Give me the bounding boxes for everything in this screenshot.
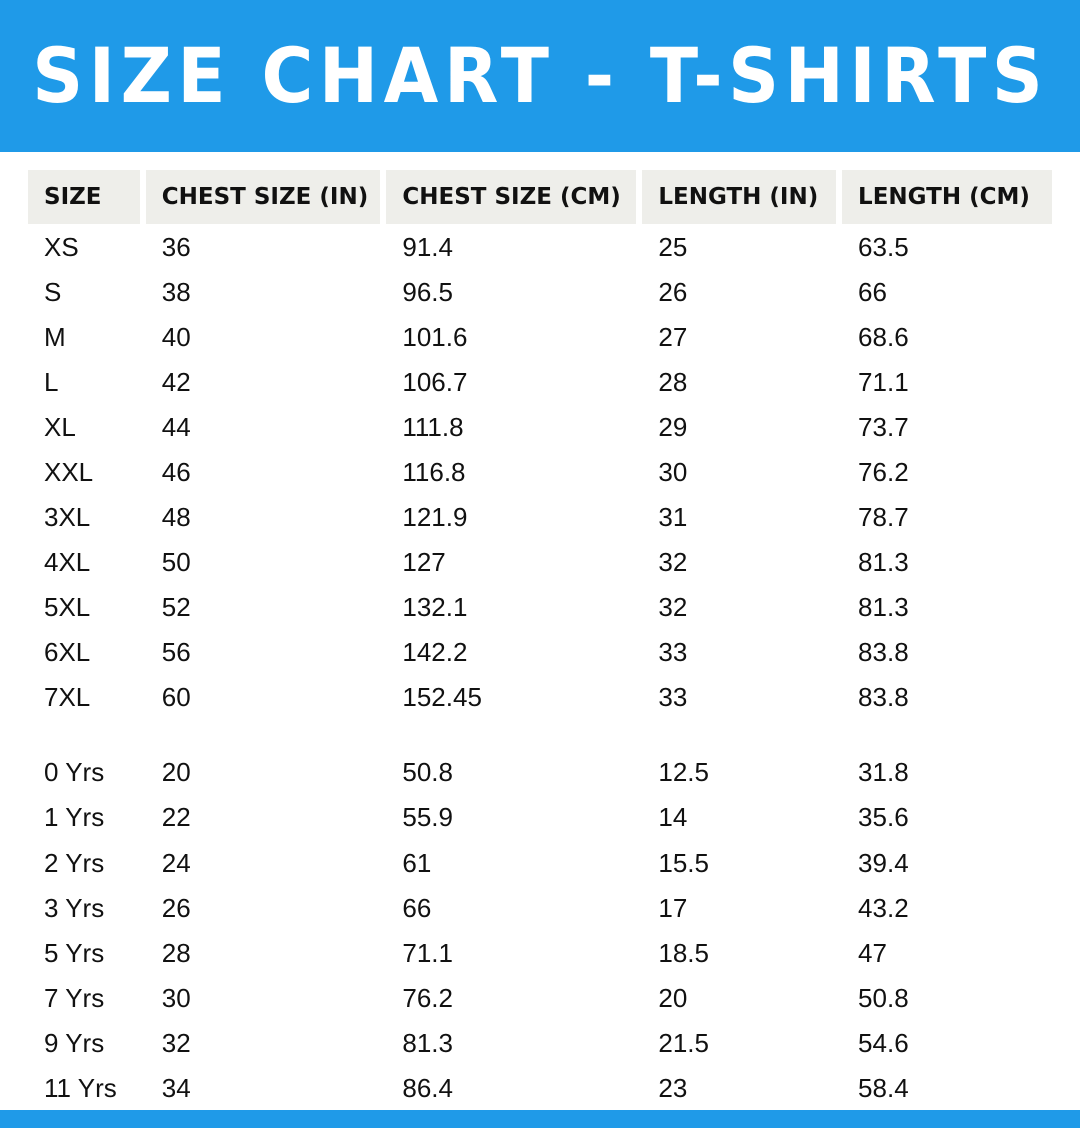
cell-length-cm: 81.3 bbox=[858, 547, 909, 578]
table-header-row bbox=[28, 170, 1052, 224]
cell-chest-in: 52 bbox=[161, 592, 191, 623]
cell-size: M bbox=[44, 321, 66, 352]
table-row bbox=[28, 750, 1052, 795]
cell-size: 1 Yrs bbox=[44, 802, 105, 833]
cell-chest-cm: 116.8 bbox=[402, 456, 466, 487]
spacer-cell bbox=[28, 720, 146, 750]
cell-chest-cm: 96.5 bbox=[402, 276, 453, 307]
size-table-container bbox=[0, 152, 1080, 1110]
cell-size: 4XL bbox=[44, 547, 91, 578]
spacer-cell bbox=[642, 720, 842, 750]
cell-chest-in: 30 bbox=[161, 982, 191, 1013]
cell-chest-cm: 132.1 bbox=[402, 592, 468, 623]
cell-chest-in: 36 bbox=[161, 231, 191, 262]
cell-length-in: 27 bbox=[658, 321, 688, 352]
table-row bbox=[28, 269, 1052, 314]
cell-chest-in: 56 bbox=[161, 637, 191, 668]
cell-chest-in: 20 bbox=[161, 757, 191, 788]
cell-chest-cm: 106.7 bbox=[402, 366, 468, 397]
cell-chest-cm: 55.9 bbox=[402, 802, 453, 833]
footer-banner bbox=[0, 1110, 1080, 1128]
cell-length-in: 15.5 bbox=[658, 847, 709, 878]
cell-chest-in: 46 bbox=[161, 456, 191, 487]
cell-size: 5 Yrs bbox=[44, 937, 105, 968]
table-row bbox=[28, 359, 1052, 404]
cell-length-in: 23 bbox=[658, 1072, 688, 1103]
table-row bbox=[28, 494, 1052, 539]
cell-chest-in: 42 bbox=[161, 366, 191, 397]
cell-chest-in: 40 bbox=[161, 321, 191, 352]
cell-length-in: 26 bbox=[658, 276, 688, 307]
cell-chest-cm: 71.1 bbox=[402, 937, 453, 968]
cell-chest-in: 38 bbox=[161, 276, 191, 307]
cell-size: 3 Yrs bbox=[44, 892, 105, 923]
cell-chest-cm: 91.4 bbox=[402, 231, 453, 262]
cell-chest-cm: 111.8 bbox=[402, 411, 464, 442]
cell-length-cm: 31.8 bbox=[858, 757, 909, 788]
cell-length-cm: 78.7 bbox=[858, 501, 909, 532]
cell-length-in: 33 bbox=[658, 637, 688, 668]
cell-length-in: 28 bbox=[658, 366, 688, 397]
cell-size: 6XL bbox=[44, 637, 91, 668]
cell-length-in: 21.5 bbox=[658, 1027, 709, 1058]
cell-length-in: 30 bbox=[658, 456, 688, 487]
cell-size: 9 Yrs bbox=[44, 1027, 105, 1058]
cell-size: S bbox=[44, 276, 62, 307]
cell-length-cm: 63.5 bbox=[858, 231, 909, 262]
table-row bbox=[28, 630, 1052, 675]
table-row bbox=[28, 224, 1052, 269]
cell-chest-cm: 152.45 bbox=[402, 682, 482, 713]
cell-size: 5XL bbox=[44, 592, 91, 623]
cell-length-in: 32 bbox=[658, 547, 688, 578]
table-header bbox=[28, 170, 1052, 224]
cell-length-in: 33 bbox=[658, 682, 688, 713]
table-row bbox=[28, 795, 1052, 840]
cell-chest-in: 60 bbox=[161, 682, 191, 713]
cell-chest-in: 48 bbox=[161, 501, 191, 532]
table-row bbox=[28, 975, 1052, 1020]
cell-length-cm: 39.4 bbox=[858, 847, 909, 878]
column-header-length-cm: LENGTH (CM) bbox=[842, 170, 1052, 224]
table-row bbox=[28, 540, 1052, 585]
cell-size: 11 Yrs bbox=[44, 1072, 117, 1103]
cell-chest-in: 22 bbox=[161, 802, 191, 833]
column-header-size: SIZE bbox=[28, 170, 146, 224]
table-row bbox=[28, 840, 1052, 885]
cell-chest-in: 50 bbox=[161, 547, 191, 578]
cell-chest-cm: 142.2 bbox=[402, 637, 468, 668]
table-row bbox=[28, 885, 1052, 930]
header-banner bbox=[0, 0, 1080, 152]
cell-chest-cm: 81.3 bbox=[402, 1027, 453, 1058]
cell-length-in: 12.5 bbox=[658, 757, 709, 788]
cell-chest-in: 26 bbox=[161, 892, 191, 923]
table-row bbox=[28, 404, 1052, 449]
spacer-cell bbox=[146, 720, 387, 750]
cell-length-cm: 81.3 bbox=[858, 592, 909, 623]
table-row bbox=[28, 1065, 1052, 1110]
cell-length-cm: 83.8 bbox=[858, 637, 909, 668]
column-header-length-in: LENGTH (IN) bbox=[642, 170, 842, 224]
cell-length-cm: 50.8 bbox=[858, 982, 909, 1013]
cell-chest-in: 32 bbox=[161, 1027, 191, 1058]
table-row bbox=[28, 675, 1052, 720]
cell-length-in: 32 bbox=[658, 592, 688, 623]
spacer-cell bbox=[842, 720, 1052, 750]
column-header-chest-cm: CHEST SIZE (CM) bbox=[386, 170, 642, 224]
cell-chest-in: 28 bbox=[161, 937, 191, 968]
cell-size: XS bbox=[44, 231, 79, 262]
cell-length-cm: 76.2 bbox=[858, 456, 909, 487]
cell-length-cm: 71.1 bbox=[858, 366, 909, 397]
cell-size: 0 Yrs bbox=[44, 757, 105, 788]
cell-length-cm: 54.6 bbox=[858, 1027, 909, 1058]
cell-chest-in: 24 bbox=[161, 847, 191, 878]
column-header-chest-in: CHEST SIZE (IN) bbox=[146, 170, 387, 224]
cell-length-in: 17 bbox=[658, 892, 688, 923]
cell-length-in: 31 bbox=[658, 501, 688, 532]
cell-chest-cm: 121.9 bbox=[402, 501, 468, 532]
cell-chest-cm: 101.6 bbox=[402, 321, 468, 352]
cell-chest-cm: 50.8 bbox=[402, 757, 453, 788]
page-title: SIZE CHART - T-SHIRTS bbox=[31, 31, 1049, 120]
cell-length-in: 20 bbox=[658, 982, 688, 1013]
cell-length-cm: 43.2 bbox=[858, 892, 909, 923]
table-row bbox=[28, 449, 1052, 494]
cell-length-in: 18.5 bbox=[658, 937, 709, 968]
cell-chest-cm: 76.2 bbox=[402, 982, 453, 1013]
cell-chest-in: 44 bbox=[161, 411, 191, 442]
cell-size: 3XL bbox=[44, 501, 91, 532]
table-row bbox=[28, 585, 1052, 630]
cell-size: XXL bbox=[44, 456, 94, 487]
cell-length-cm: 35.6 bbox=[858, 802, 909, 833]
cell-size: XL bbox=[44, 411, 76, 442]
cell-length-cm: 66 bbox=[858, 276, 887, 307]
table-row bbox=[28, 314, 1052, 359]
cell-length-cm: 47 bbox=[858, 937, 887, 968]
cell-length-cm: 83.8 bbox=[858, 682, 909, 713]
cell-size: L bbox=[44, 366, 59, 397]
cell-size: 2 Yrs bbox=[44, 847, 105, 878]
cell-chest-cm: 127 bbox=[402, 547, 446, 578]
cell-length-cm: 58.4 bbox=[858, 1072, 909, 1103]
cell-size: 7XL bbox=[44, 682, 91, 713]
cell-chest-cm: 86.4 bbox=[402, 1072, 453, 1103]
cell-chest-cm: 61 bbox=[402, 847, 432, 878]
cell-chest-in: 34 bbox=[161, 1072, 191, 1103]
cell-length-in: 29 bbox=[658, 411, 688, 442]
table-row bbox=[28, 1020, 1052, 1065]
section-spacer bbox=[28, 720, 1052, 750]
size-table bbox=[28, 170, 1052, 1110]
cell-size: 7 Yrs bbox=[44, 982, 105, 1013]
cell-length-cm: 73.7 bbox=[858, 411, 909, 442]
cell-chest-cm: 66 bbox=[402, 892, 432, 923]
table-row bbox=[28, 930, 1052, 975]
cell-length-cm: 68.6 bbox=[858, 321, 909, 352]
table-body-adult bbox=[28, 224, 1052, 1110]
cell-length-in: 14 bbox=[658, 802, 688, 833]
cell-length-in: 25 bbox=[658, 231, 688, 262]
spacer-cell bbox=[386, 720, 642, 750]
